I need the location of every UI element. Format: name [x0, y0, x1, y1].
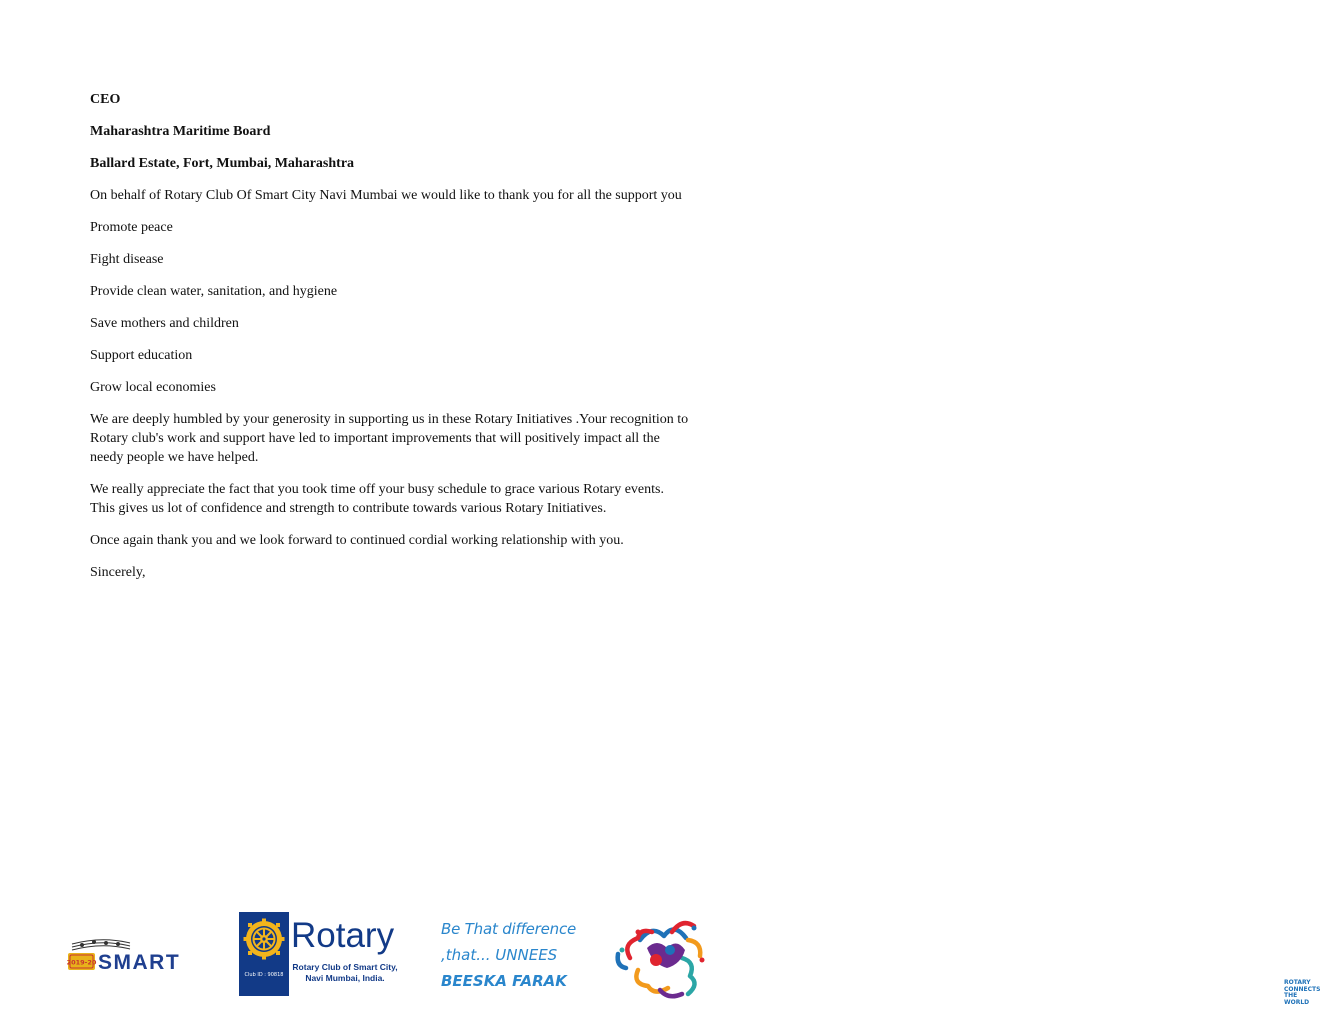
- rotary-logo: [239, 912, 399, 996]
- gratitude-paragraph: We are deeply humbled by your generosity in supporting us in these Rotary Initiatives .Your recognition to Rotary club's work and support have led to important improvements that will positively impact all the needy people we have helped.: [90, 412, 689, 465]
- theme-line2: CONNECTS: [1284, 985, 1320, 993]
- theme-emblem-icon: [612, 910, 722, 1004]
- rotary-wordmark: Rotary: [291, 916, 395, 955]
- smart-logo: [66, 934, 201, 974]
- theme-text: [1284, 980, 1320, 1006]
- initiative-item: Promote peace: [90, 220, 173, 235]
- theme-line1: ROTARY: [1284, 979, 1311, 986]
- club-id: Club ID : 90818: [244, 972, 284, 978]
- closing-paragraph: Once again thank you and we look forward to continued cordial working relationship with you.: [90, 533, 624, 548]
- initiative-item: Support education: [90, 348, 193, 363]
- slogan-line3: BEESKA FARAK: [441, 972, 567, 990]
- rotary-wheel-icon: [243, 918, 285, 960]
- initiative-item: Save mothers and children: [90, 316, 239, 331]
- footer-logos: [0, 900, 1320, 1010]
- initiative-item: Grow local economies: [90, 380, 216, 395]
- slogan-line2: ,that... UNNEES: [441, 946, 558, 964]
- recipient-organization: Maharashtra Maritime Board: [90, 124, 271, 139]
- rotary-subtitle-line2: Navi Mumbai, India.: [305, 973, 385, 983]
- smart-word: SMART: [98, 951, 181, 974]
- slogan: [441, 916, 601, 994]
- smart-badge-text: 2019-20: [66, 958, 97, 967]
- rotary-subtitle-line1: Rotary Club of Smart City,: [292, 962, 398, 972]
- slogan-line1: Be That difference: [441, 920, 577, 938]
- recipient-address: Ballard Estate, Fort, Mumbai, Maharashtra: [90, 156, 355, 171]
- sign-off: Sincerely,: [90, 565, 146, 580]
- appreciation-paragraph: We really appreciate the fact that you took time off your busy schedule to grace various Rotary events. This gives us lot of confidence and strength to contribute towards various Rotary Initiatives.: [90, 482, 664, 516]
- opening-paragraph: On behalf of Rotary Club Of Smart City Navi Mumbai we would like to thank you for all the support you: [90, 188, 682, 203]
- letter-body: [90, 90, 690, 595]
- rotary-connects-the-world-logo: [612, 910, 1320, 1006]
- initiative-item: Fight disease: [90, 252, 164, 267]
- theme-line3: THE WORLD: [1284, 992, 1310, 1006]
- rotary-subtitle: [291, 962, 399, 984]
- initiative-item: Provide clean water, sanitation, and hygiene: [90, 284, 338, 299]
- recipient-title: CEO: [90, 92, 121, 107]
